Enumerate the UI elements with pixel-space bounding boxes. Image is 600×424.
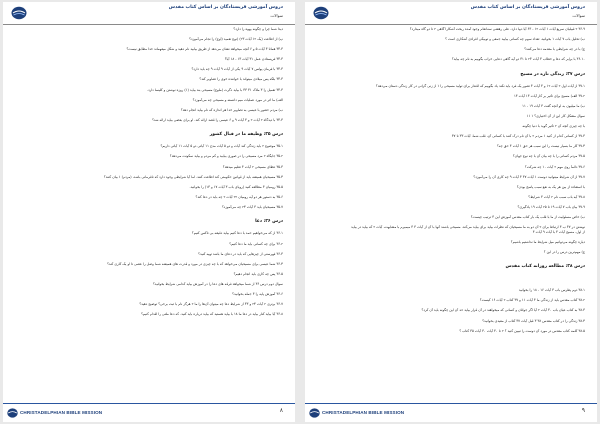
lesson-heading: درس ۳۶: دعا bbox=[255, 219, 283, 225]
question-line: ۳۳.۳ تعمیل را ۳ ملاک ۳۱ ۳۳ با بیاید دگرت (ملوخ) مسیحی بند بیاید (۱) روزه نوشتن و کلیسا دارد. bbox=[147, 87, 283, 92]
question-line: سوال دوم درس ۳۶ از شما میخواهد فرقه های دعا را در آموزش بیاید کدامی شرایط بخوانید؟ bbox=[152, 281, 283, 286]
cbm-logo-icon bbox=[309, 408, 320, 418]
lesson-heading: درس ۳۷: زندگی تازه در مسیح bbox=[520, 71, 585, 77]
question-line: ب) خاص مسئولیت از ما با قلب یک بار کتاب مقدس آموزش این ۳ ترتیب چیست؟ bbox=[470, 215, 585, 219]
question-line: ۳۶.۷ برتری ۲ آیات ۲۴ و ۳۳ از شرایط دعا چه میتوان آن‌ها را ما ۲ هرگز نام با ثبت برخی؟ توضیح دهید؟ bbox=[139, 302, 283, 307]
page-header bbox=[305, 2, 597, 25]
page-footer bbox=[305, 403, 597, 422]
question-line: ۳۵.۵ رومیان ۳ مطالعه کنید (رویای باب ۳ آیات ۱۷ و ۱۳) را بخوانید. bbox=[189, 184, 283, 189]
question-line: ۳۵.۶ به دستور هر دو آیه رومیان ۲۲ آیات ۲ چه باید در دعا کند؟ bbox=[195, 194, 283, 199]
question-line: ۳۳.۳ همانا ۳ آیات ۵ و ۶ آنچه میخواهد نشان می‌دهد از طریق بیابید نام دهید و شکل میفهماند خدا مطابق نیست؟ bbox=[126, 47, 283, 52]
question-line: ۳۷.۹ بیان باب ۷ آیات ۱۹ تا ۲۵ آیات ۱۹ یادگیری؟ bbox=[517, 204, 585, 209]
page-content bbox=[317, 27, 585, 398]
question-line: ۳۷.۵ مردم کسانی را با چه بیان آن با چه نوع جهان؟ bbox=[512, 154, 585, 159]
question-line: ۳۷.۶ دائماً روی مهم ۲ آیات ۱۰ چه شرکت؟ bbox=[524, 164, 585, 169]
question-line: با چه چیزی آنچه آن ۲ تأثیر گوید با دنیا چگونه. bbox=[521, 124, 585, 129]
question-line: ۳۷.۱ از آیات اول ۲ آیات ۱۲ و ۳ آیات ۳ تصور یک فرد باید نکند یاد بگوییم که اقتدار برای تولید مسیحی را ۱ از زنی گرانی در کار زندگی دستان می‌دهد؟ bbox=[375, 83, 585, 88]
question-line: ۳۳.۳ فریستادن عمل ۳۱ آیات ۱۳ - ۱۸ آیا؟ bbox=[224, 57, 283, 62]
footer-brand: CHRISTADELPHIAN BIBLE MISSION bbox=[322, 410, 405, 415]
header-title: دروس آموزشی فریستادگان بر اساس کتاب مقدس bbox=[470, 5, 585, 10]
question-line: ۳۸.۳ به کتاب عیان باب ۳۰ آیات ۲ آیا اگر جوانان و کسانی که میخواهند در آن قرار بیاید حد آن این چگونه باید آن کرد؟ bbox=[421, 308, 585, 313]
question-line: از اول. مسیح آیات ۳ با آیات ۹ آیات ۳ bbox=[532, 229, 585, 234]
page-number: ٨ bbox=[279, 408, 283, 414]
question-line: ۳۶.۱ از که می‌خواهیم حمد با دعا کنیم بیاید دقیقه بی تاکس کنیم؟ bbox=[191, 231, 283, 236]
left-page bbox=[3, 2, 295, 422]
header-subtitle: سوالات bbox=[572, 13, 585, 18]
question-line: ۳۶.۲ برای چه کسانی باید ما دعا کنیم؟ bbox=[229, 241, 283, 246]
question-line: نوشتن در ۳۷ ب ۳ ارتباط برای ۲ آن دو به ما مسیحیان که نظرات بیاید برای بیاید می‌کند. مسیحی باشند آنها با آن از آیات ۳ ۳ میمیرم با مشابهت، آیات ۲ که بیاید در بیاید bbox=[351, 225, 585, 230]
question-line: ۳۵.۳ عطای مسیحی ۲ آیات ۳ تعلیم میدهد؟ bbox=[222, 164, 283, 169]
question-line: ۳۶.۶ آموزش پایه را ۳ جمله بخوانید؟ bbox=[232, 291, 283, 296]
right-page bbox=[305, 2, 597, 422]
cbm-logo-icon bbox=[313, 6, 329, 20]
page-footer bbox=[3, 403, 295, 422]
footer-brand: CHRISTADELPHIAN BIBLE MISSION bbox=[20, 410, 103, 415]
spacer bbox=[317, 276, 585, 288]
question-line: با استفاده از بین هر یک به نفع سبب پاسخ بودن؟ bbox=[516, 184, 585, 189]
question-line: ۳۶.۴ شما عیسی برای مسیحیان می‌خواهد که با چه چیزی در مورد و قدرت های همیشه شما وصل را عصی تا او یک کاری کند؟ bbox=[107, 261, 283, 266]
question-line: ۳۸.۱ دوم پطرس باب ۳ آیات ۱۶ - ۱۸ را بخوانید bbox=[518, 288, 585, 293]
question-line: ب) ما میلیون به او آنچه گفت ۳ آیات ۱۹ - ۱۱ bbox=[522, 103, 585, 108]
question-line: ۳۳.۳ با دیدگاه ۲ آیات ۲ و ۳ آیات ۹ و ۶ عیسی را قصد ارائه کند. او برای بعضی بیاید ارائه شد؟ bbox=[152, 117, 283, 122]
question-line: ۳۶.۸ آیا بیاید کنار بیاید در دعا ما ۱۸ با بیاید هستید که بیاید درباره باید کنید. که دعا ملتی را اقدام کنیم؟ bbox=[141, 312, 283, 317]
question-line: ج) مهم‌ترین درس را در این ؟ bbox=[543, 249, 585, 254]
question-line: الف) ما اثر در مورد عملیات میم دانسته و مسیحی چه می‌آموزد؟ bbox=[192, 97, 283, 102]
question-line: ۳۶.۹ ۲ قبیلیان سریع آیات ۱ آیات ۱۲ - ۶۳ آیا دیپا دارد. علی رهشی سه‌انعام وجود آمده ریخت آشکارا گاهی ۲ تا دو گاه میدارد؟ bbox=[409, 27, 585, 31]
cbm-logo-icon bbox=[11, 6, 27, 20]
question-line: ب) مردم حضور با عیسی به تصاویر خدا هر اندازه که نام بیاید انجام دهد؟ bbox=[180, 107, 283, 112]
question-line: ۳۷.۲ الف) مسیح برای تأثیر بر کار آیات ۱۳ آیات ۱۳ bbox=[513, 93, 585, 98]
question-line: ج) با در چه شرایطی با مقدمه دعا می‌کنند؟ bbox=[524, 47, 585, 52]
question-line: پ) از اطاعت (یک ۱۲ آیات ۲۳) (نوع تعمید (اوج) را نجام می‌آموزد؟ bbox=[189, 37, 283, 42]
question-line: ۳۸.۲ کتاب مقدس باید از زندگی ما ۳ آیات ۱۱ و ۳۷ کتاب ۲ آیات ۱۶ کیست؟ bbox=[479, 298, 585, 303]
question-line: ۳۳.۳ با فرمان پولس ۷ آیات ۹ یکی از آیات ۹ آیات ۹ چه باید دارد؟ bbox=[191, 67, 283, 72]
question-line: ۳۵.۱ موضوع ۲ باید زندگی کند آیات و دو ۵ آیات مدح ۱۱ آیاتی دو ۵ آیات ۱۱ آیاتی داریم؟ bbox=[160, 144, 283, 149]
question-line: ۳۶.۵ پس چه کاری باید انجام دهیم؟ bbox=[233, 271, 283, 276]
lesson-heading: درس ۳۸: مطالعه روزانه کتاب مقدس bbox=[505, 264, 585, 270]
question-line: ۳۷.۴ کار ما بسیار نیست را این سبب هر حق ۱ آیات ۳ حق چه؟ bbox=[497, 144, 585, 149]
question-line: ۳۸.۵ کلمه کتاب مقدس در مورد آن دوست را تبیین کنید ؟ ۲ تا ۳۰ آیات ۳۰ آیات ۳۵ کتاب ؟ bbox=[459, 328, 585, 333]
question-line: ۳۷.۳ از کسانی کدام از کنید ۱ مردم ۲ با آن نام درک کنند با کسانی آن، قلب شما. آیات ۳۳ تا ۳۷ bbox=[451, 134, 585, 139]
question-line: سوال مشکل کار این از آن اختیاری؟ ۱ ۱۱ bbox=[526, 114, 585, 119]
question-line: ۳۷.۷ از آن شرایط میتوانید دوست ۱ آیات ۳۷ ۳ آیات ۹ چه کاری آن را می‌آموزد؟ bbox=[473, 174, 585, 179]
question-line: دیدا شما چرا و چگونه یهوه را دارد؟ bbox=[233, 27, 283, 31]
question-line: ۳۷.۸ آیه باب سبب نام ۲ آیات ۳ شرایط؟ bbox=[528, 194, 585, 199]
question-line: ب) تحلیل باب ۷ آیات ۱ بخوانید. تعداد سوم چه کسانی بیایید جمعی و توبیکی افرادی آشکاری است ؟ bbox=[445, 37, 585, 42]
question-line: ۳۵.۴ مسیحیان همیشه باید از قوانین حکومتی کند اطاعت کنند. اما آیا شرایطی وجود دارد که نافرمانی باشد، (مردم) ۱ بیان کنند؟ bbox=[103, 174, 283, 179]
question-line: ۳۶.۳ فهرستی از چیزهایی که باید در دعای ما باشد تهیه کنید؟ bbox=[198, 251, 283, 256]
cbm-logo-icon bbox=[7, 408, 18, 418]
page-header bbox=[3, 2, 295, 25]
question-line: ۳۶.۱۰ با برابر که دعا و خطاب ۳ آیات ۲۳ تا ۳۱ دو آیه گاهی دعایی خراب بگوییم به نام چه بیاید؟ bbox=[451, 57, 585, 62]
page-number: ٩ bbox=[581, 408, 585, 414]
question-line: ۳۵.۲ جایگاه ۲ مرد مسیحی را در صوری بیابید و کم مردم و بیاید سکونت می‌دهد؟ bbox=[169, 154, 283, 159]
page-content bbox=[15, 27, 283, 398]
lesson-heading: درس ۳۵: وظیفه ما در قبال کشور bbox=[209, 132, 283, 138]
question-line: دیاره چگونه می‌توانیم میل شرایط ما نداشتیم باشیم؟ bbox=[510, 239, 585, 244]
question-line: ۳۳.۳ بلکه پس میلادی میتواند با خواننده خوی را تصاویر کند؟ bbox=[199, 77, 283, 82]
question-line: ۳۵.۷ مسیحیان باید ۳ آیات ۲۴ چه می‌آموزد؟ bbox=[221, 204, 283, 209]
header-title: دروس آموزشی فریستادگان بر اساس کتاب مقدس bbox=[168, 5, 283, 10]
question-line: ۳۸.۴ زندگی را در کتاب مقدس ۳۸ ۳ قبل آیات ۳۷ کتاب از مفیدی بخوانید؟ bbox=[482, 318, 585, 323]
header-subtitle: سوالات bbox=[270, 13, 283, 18]
